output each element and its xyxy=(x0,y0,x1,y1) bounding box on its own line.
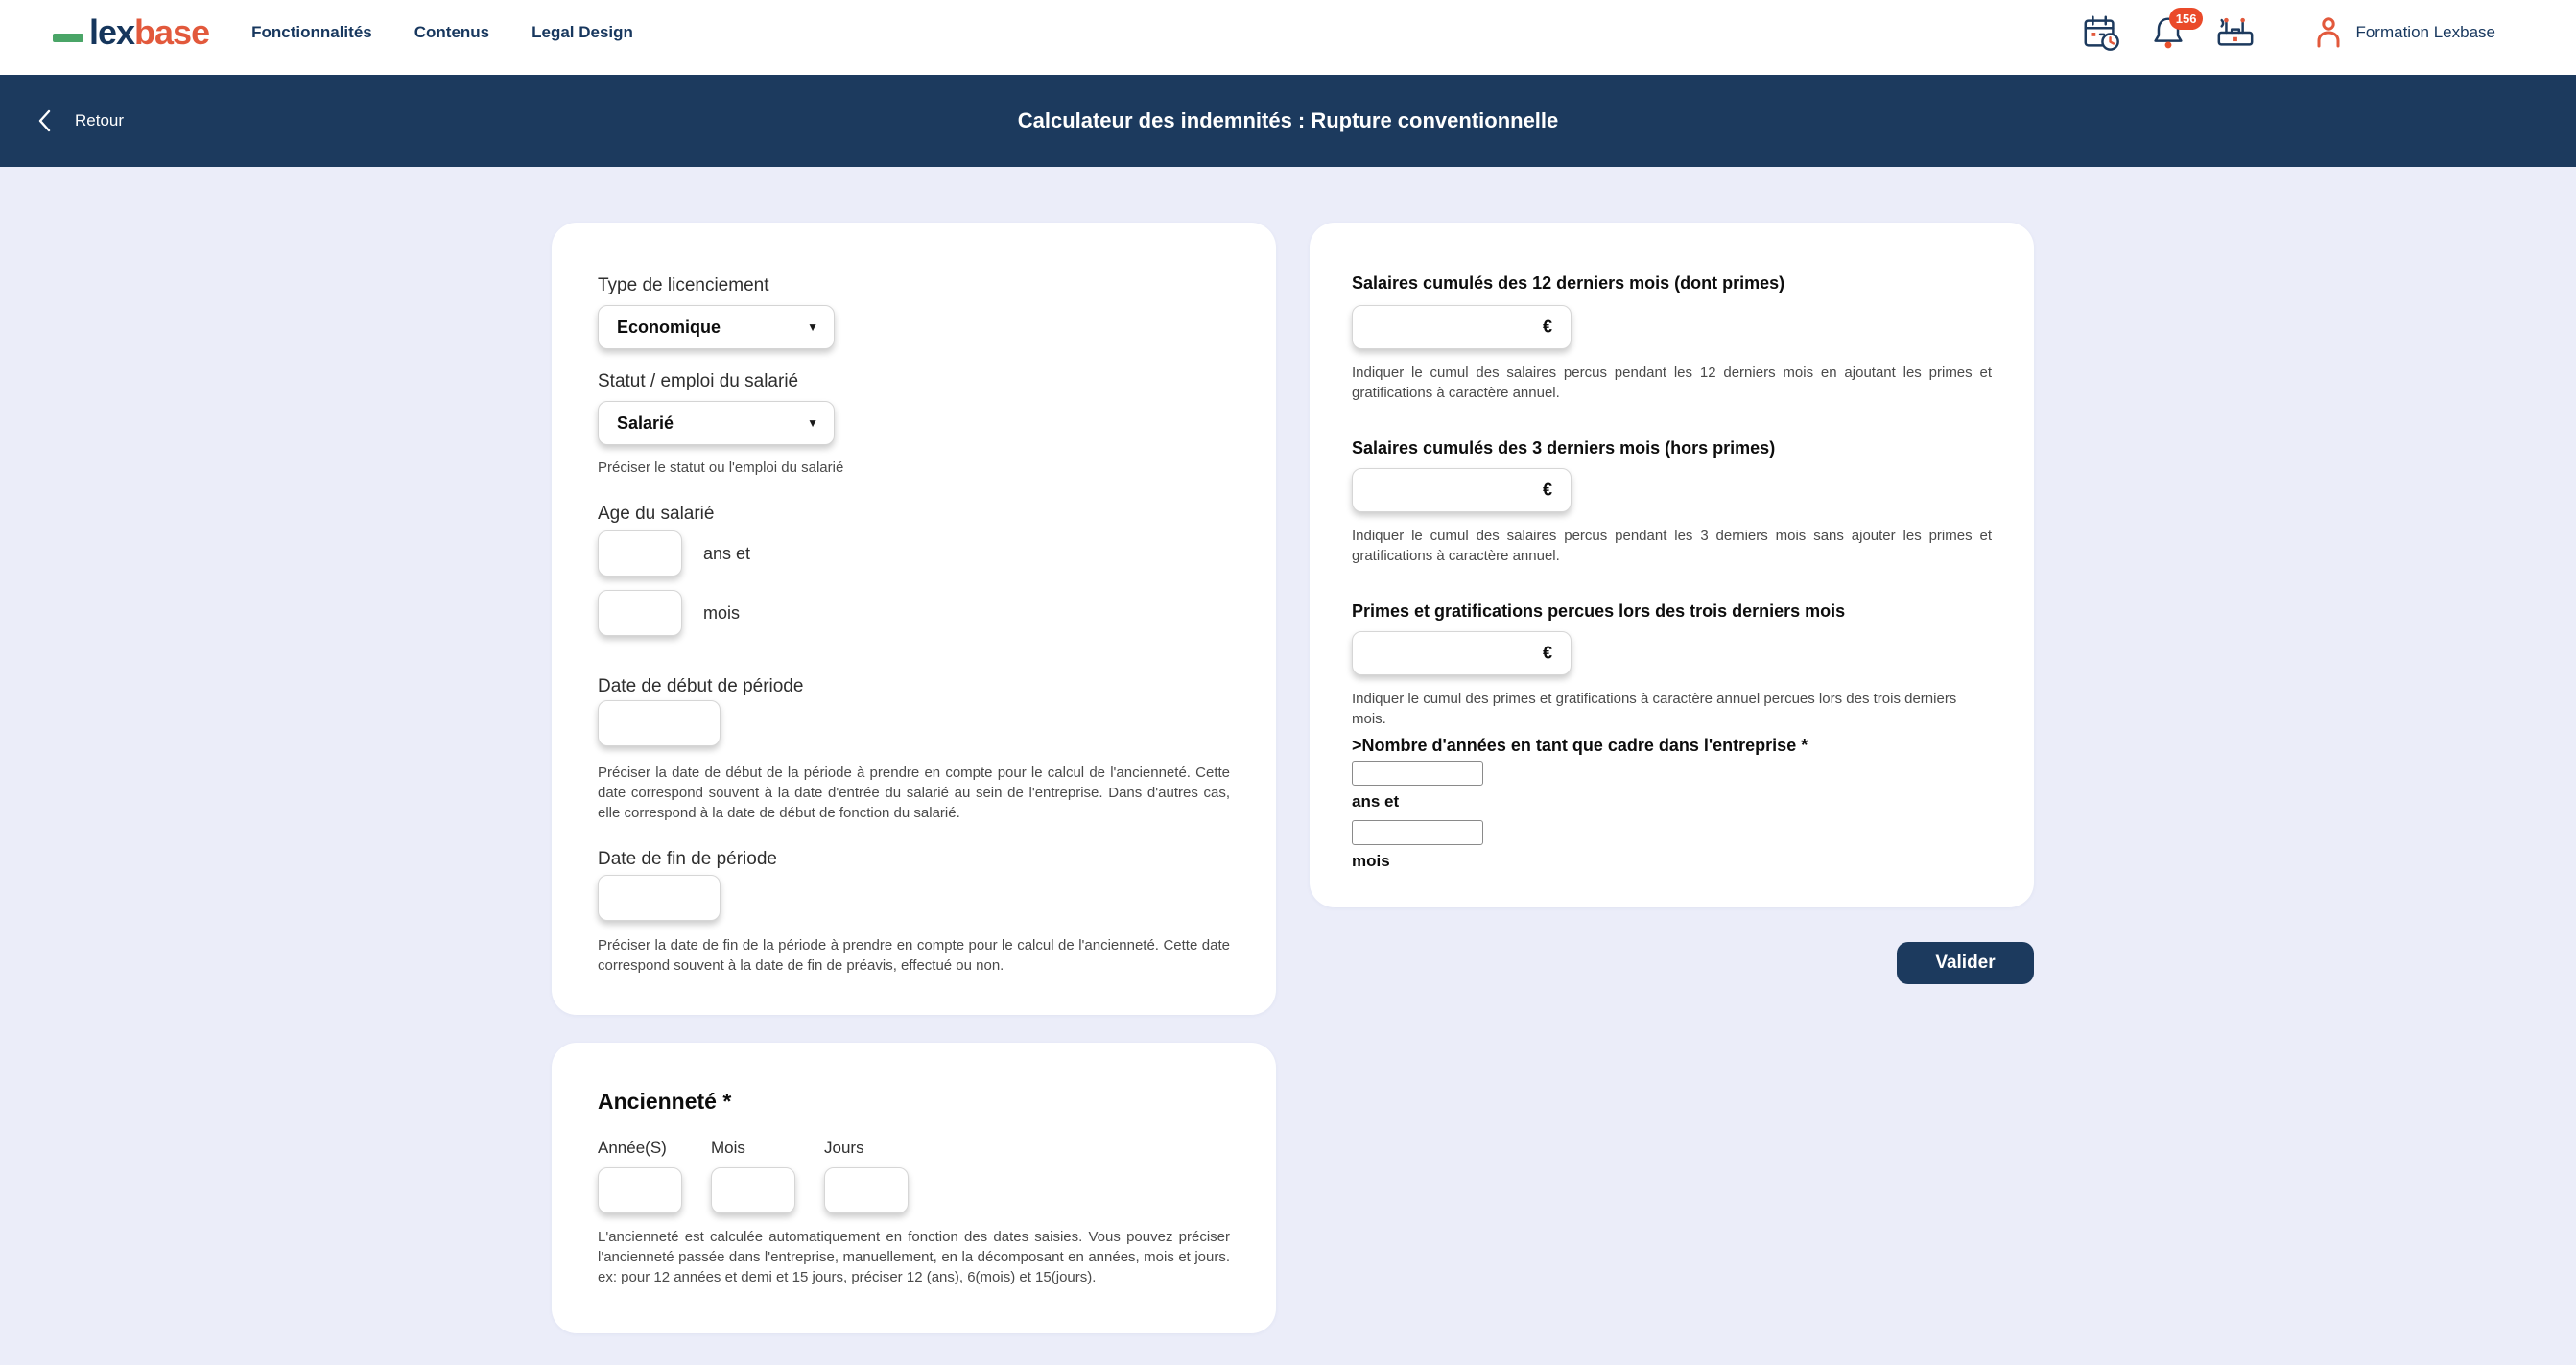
statut-value: Salarié xyxy=(617,412,674,433)
cadre-label: >Nombre d'années en tant que cadre dans l'entreprise * xyxy=(1352,736,1808,755)
date-fin-input[interactable] xyxy=(598,875,721,921)
anciennete-annees-input[interactable] xyxy=(598,1167,682,1213)
primes-label: Primes et gratifications percues lors des trois derniers mois xyxy=(1352,601,1846,621)
salaires-3-field xyxy=(1352,468,1572,512)
notifications-button[interactable] xyxy=(2147,12,2197,54)
nav-item-contenus[interactable]: Contenus xyxy=(414,23,490,41)
logo-text-lex: lex xyxy=(89,12,135,52)
salaires-12-input[interactable] xyxy=(1352,305,1572,349)
salaires-12-helper: Indiquer le cumul des salaires percus pendant les 12 derniers mois en ajoutant les primes et gratifications à caractère annuel. xyxy=(1352,365,1992,401)
date-fin-label: Date de fin de période xyxy=(598,849,777,869)
back-label: Retour xyxy=(75,111,125,129)
chevron-left-icon xyxy=(36,108,54,133)
main-nav xyxy=(251,23,633,42)
date-debut-label: Date de début de période xyxy=(598,676,804,696)
anciennete-mois-input[interactable] xyxy=(711,1167,795,1213)
age-ans-unit: ans et xyxy=(703,543,751,563)
statut-select[interactable] xyxy=(598,401,835,445)
euro-suffix: € xyxy=(1542,480,1552,500)
anciennete-jours-input[interactable] xyxy=(824,1167,909,1213)
valider-button[interactable]: Valider xyxy=(1897,942,2034,984)
cadre-ans-unit: ans et xyxy=(1352,792,1400,811)
top-header xyxy=(0,0,2576,75)
card-salaires xyxy=(1310,223,2034,907)
salaires-12-label: Salaires cumulés des 12 derniers mois (dont primes) xyxy=(1352,273,1785,293)
toolbox-icon[interactable] xyxy=(2214,12,2257,54)
date-fin-helper: Préciser la date de fin de la période à prendre en compte pour le calcul de l'ancienneté. Cette date correspond souvent à la date de fin de préavis, effectué ou non. xyxy=(598,937,1230,974)
anciennete-mois-label: Mois xyxy=(711,1139,745,1157)
euro-suffix: € xyxy=(1542,317,1552,337)
date-debut-input[interactable] xyxy=(598,700,721,746)
anciennete-title: Ancienneté * xyxy=(598,1089,732,1114)
type-licenciement-label: Type de licenciement xyxy=(598,275,769,295)
age-ans-input[interactable] xyxy=(598,530,682,577)
nav-item-legal-design[interactable]: Legal Design xyxy=(532,23,633,41)
lexbase-logo[interactable] xyxy=(53,12,210,52)
user-icon xyxy=(2314,16,2343,49)
primes-helper: Indiquer le cumul des primes et gratifications à caractère annuel percues lors des trois derniers mois. xyxy=(1352,691,1957,727)
date-debut-helper: Préciser la date de début de la période à prendre en compte pour le calcul de l'ancienneté. Cette date correspond souvent à la date d'entrée du salarié au sein de l'entreprise. Dans d'autres cas, elle correspond à la date de début de fonction du salarié. xyxy=(598,765,1230,821)
type-licenciement-select[interactable] xyxy=(598,305,835,349)
age-mois-unit: mois xyxy=(703,602,741,623)
formation-lexbase-button[interactable] xyxy=(2314,16,2495,49)
salaires-3-helper: Indiquer le cumul des salaires percus pendant les 3 derniers mois sans ajouter les primes et gratifications à caractère annuel. xyxy=(1352,528,1992,564)
logo-text-base: base xyxy=(134,12,210,52)
primes-input[interactable] xyxy=(1352,631,1572,675)
anciennete-annees-label: Année(S) xyxy=(598,1139,667,1157)
salaires-3-label: Salaires cumulés des 3 derniers mois (hors primes) xyxy=(1352,438,1776,458)
calendar-clock-icon[interactable] xyxy=(2080,12,2122,54)
back-button[interactable] xyxy=(36,108,124,133)
logo-dash-icon xyxy=(53,34,83,42)
cadre-mois-input[interactable] xyxy=(1352,820,1483,845)
age-mois-input[interactable] xyxy=(598,590,682,636)
salaires-3-input[interactable] xyxy=(1352,468,1572,512)
nav-item-fonctionnalites[interactable]: Fonctionnalités xyxy=(251,23,372,41)
notifications-count-badge: 156 xyxy=(2169,8,2204,30)
cadre-ans-input[interactable] xyxy=(1352,761,1483,786)
card-licenciement xyxy=(552,223,1276,1015)
formation-label: Formation Lexbase xyxy=(2355,23,2495,41)
anciennete-jours-label: Jours xyxy=(824,1139,864,1157)
statut-label: Statut / emploi du salarié xyxy=(598,371,799,391)
statut-helper: Préciser le statut ou l'emploi du salarié xyxy=(598,459,844,476)
page-title: Calculateur des indemnités : Rupture conventionnelle xyxy=(1017,108,1559,132)
card-anciennete xyxy=(552,1043,1276,1333)
anciennete-helper: L'ancienneté est calculée automatiquement en fonction des dates saisies. Vous pouvez préciser l'ancienneté passée dans l'entreprise, manuellement, en la décomposant en années, mois et jours. ex: pour 12 années et demi et 15 jours, préciser 12 (ans), 6(mois) et 15(jours). xyxy=(598,1229,1230,1285)
header-actions xyxy=(2080,12,2495,54)
type-licenciement-value: Economique xyxy=(617,317,721,337)
title-bar xyxy=(0,75,2576,167)
anciennete-column-labels xyxy=(598,1139,1230,1158)
euro-suffix: € xyxy=(1542,643,1552,663)
primes-field xyxy=(1352,631,1572,675)
age-label: Age du salarié xyxy=(598,504,715,524)
chevron-down-icon: ▼ xyxy=(807,416,818,430)
cadre-mois-unit: mois xyxy=(1352,852,1390,870)
chevron-down-icon: ▼ xyxy=(807,320,818,334)
salaires-12-field xyxy=(1352,305,1572,349)
